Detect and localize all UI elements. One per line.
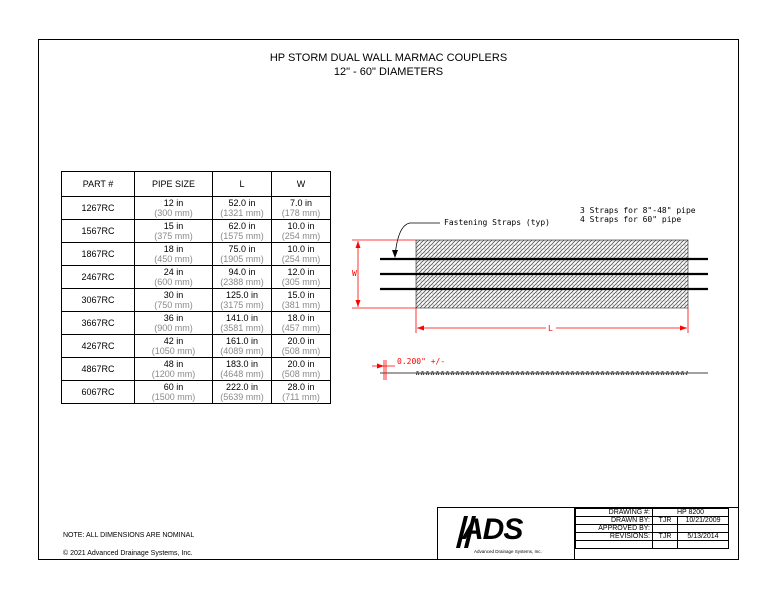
width-cell-mm: (508 mm) [281,369,321,379]
part-number-cell-in: 1267RC [81,203,115,213]
length-cell-in: 183.0 in [225,359,259,369]
thickness-label: 0.200" +/- [397,357,446,366]
l-arrow-left [417,326,424,331]
pipe-size-cell-mm: (600 mm) [154,277,193,287]
width-cell-in: 10.0 in [287,221,315,231]
title-block-row [576,517,729,525]
pipe-size-cell-mm: (1200 mm) [151,369,196,379]
pipe-size-cell-in: 15 in [163,221,184,231]
l-dimension-label: L [548,324,553,333]
length-cell-mm: (5639 mm) [220,392,264,402]
thickness-arrow [377,364,384,369]
strap-leader-arrow [392,250,398,258]
part-number-cell-in: 6067RC [81,387,115,397]
pipe-size-cell-in: 42 in [163,336,184,346]
drawing-title: HP STORM DUAL WALL MARMAC COUPLERS [269,52,508,64]
revisions-label: REVISIONS: [576,533,653,541]
approved-by-date [678,525,729,533]
length-cell-mm: (2388 mm) [220,277,264,287]
pipe-size-cell-in: 18 in [163,244,184,254]
title-block-row [576,509,729,517]
drawn-by-date: 10/21/2009 [678,517,729,525]
pipe-size-cell-mm: (375 mm) [154,231,193,241]
strap-note-2: 4 Straps for 60" pipe [580,215,682,224]
header-width: W [272,172,331,197]
length-cell-in: 75.0 in [228,244,256,254]
revisions-date: 5/13/2014 [678,533,729,541]
header-length: L [213,172,272,197]
length-cell-in: 161.0 in [225,336,259,346]
approved-by-label: APPROVED BY: [576,525,653,533]
part-number-cell-in: 1867RC [81,249,115,259]
drawing-subtitle: 12" - 60" DIAMETERS [333,66,444,78]
part-number-cell-in: 1567RC [81,226,115,236]
title-block-grid [575,508,729,549]
drawing-number-label: DRAWING #: [576,509,653,517]
l-arrow-right [680,326,687,331]
length-cell-mm: (3581 mm) [220,323,264,333]
length-cell-in: 52.0 in [228,198,256,208]
ads-logo [438,508,575,559]
width-cell-mm: (508 mm) [281,346,321,356]
length-cell-in: 62.0 in [228,221,256,231]
length-cell-mm: (4648 mm) [220,369,264,379]
strap-note-1: 3 Straps for 8"-48" pipe [580,206,696,215]
part-number-cell-in: 4867RC [81,364,115,374]
part-number-cell-in: 2467RC [81,272,115,282]
w-arrow-bottom [356,300,361,307]
pipe-size-cell-in: 30 in [163,290,184,300]
header-part: PART # [62,172,135,197]
width-cell-mm: (254 mm) [281,254,321,264]
header-pipe-size: PIPE SIZE [135,172,213,197]
pipe-size-cell-mm: (450 mm) [154,254,193,264]
pipe-size-cell-in: 36 in [163,313,184,323]
blank-cell [678,541,729,549]
w-dimension-label: W [352,269,357,278]
pipe-size-cell-mm: (750 mm) [154,300,193,310]
length-cell-mm: (1575 mm) [220,231,264,241]
width-cell-mm: (305 mm) [281,277,321,287]
approved-by-initials [653,525,678,533]
w-arrow-top [356,241,361,248]
logo-wordmark: ADS [462,513,523,546]
length-cell-mm: (1321 mm) [220,208,264,218]
part-number-cell-in: 3667RC [81,318,115,328]
title-block-row [576,525,729,533]
pipe-size-cell-in: 48 in [163,359,184,369]
title-block-row [576,541,729,549]
drawing-number-value: HP 8200 [653,509,729,517]
pipe-size-cell-mm: (1050 mm) [151,346,196,356]
title-block-row [576,533,729,541]
pipe-size-cell-mm: (900 mm) [154,323,193,333]
width-cell-in: 7.0 in [289,198,313,208]
pipe-size-cell-mm: (300 mm) [154,208,193,218]
length-cell-mm: (4089 mm) [220,346,264,356]
width-cell-mm: (381 mm) [281,300,321,310]
length-cell-mm: (1905 mm) [220,254,264,264]
pipe-size-cell-in: 24 in [163,267,184,277]
width-cell-mm: (254 mm) [281,231,321,241]
profile-section [416,371,688,375]
blank-cell [576,541,653,549]
part-number-cell-in: 4267RC [81,341,115,351]
pipe-size-cell-in: 60 in [163,382,184,392]
width-cell-in: 18.0 in [287,313,315,323]
drawn-by-label: DRAWN BY: [576,517,653,525]
blank-cell [653,541,678,549]
length-cell-in: 94.0 in [228,267,256,277]
pipe-size-cell-in: 12 in [163,198,184,208]
title-block [437,507,739,560]
width-cell-in: 15.0 in [287,290,315,300]
pipe-size-cell-mm: (1500 mm) [151,392,196,402]
length-cell-in: 222.0 in [225,382,259,392]
length-cell-in: 141.0 in [225,313,259,323]
width-cell-in: 12.0 in [287,267,315,277]
width-cell-in: 10.0 in [287,244,315,254]
length-cell-in: 125.0 in [225,290,259,300]
length-cell-mm: (3175 mm) [220,300,264,310]
width-cell-mm: (457 mm) [281,323,321,333]
drawn-by-initials: TJR [653,517,678,525]
width-cell-mm: (711 mm) [282,392,320,402]
revisions-initials: TJR [653,533,678,541]
width-cell-in: 20.0 in [287,336,315,346]
width-cell-mm: (178 mm) [281,208,321,218]
width-cell-in: 20.0 in [287,359,315,369]
dimensions-note: NOTE: ALL DIMENSIONS ARE NOMINAL [63,532,195,539]
logo-subtitle: Advanced Drainage Systems, Inc. [474,549,542,554]
copyright-text: © 2021 Advanced Drainage Systems, Inc. [63,550,193,557]
width-cell-in: 28.0 in [287,382,315,392]
part-number-cell-in: 3067RC [81,295,115,305]
strap-label: Fastening Straps (typ) [444,218,550,227]
